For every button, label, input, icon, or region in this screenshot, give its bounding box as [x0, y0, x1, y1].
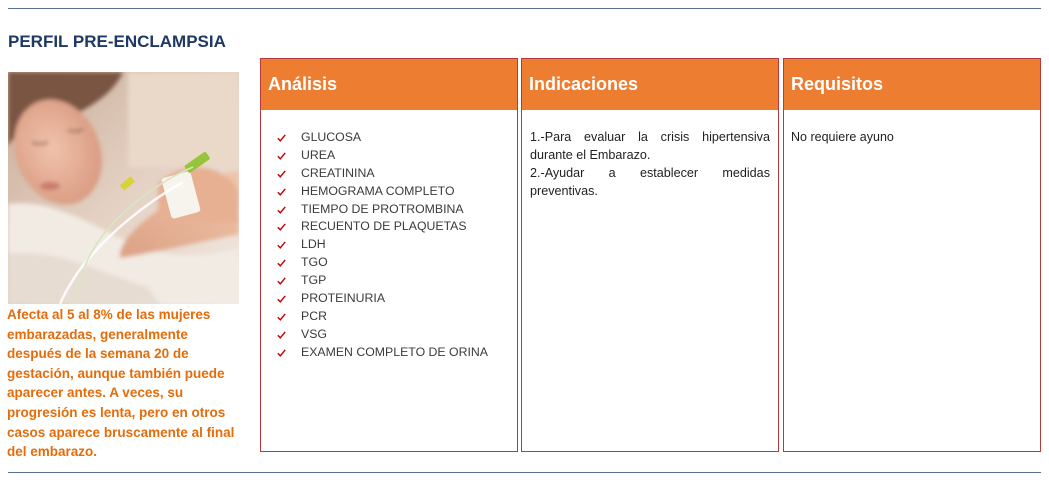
analisis-item	[261, 308, 517, 326]
analisis-list-container	[261, 110, 517, 362]
analisis-item	[261, 147, 517, 165]
description-line: después de la semana 20 de	[7, 346, 189, 362]
panel-title-requisitos: Requisitos	[784, 59, 1040, 110]
analisis-item	[261, 272, 517, 290]
analisis-item	[261, 326, 517, 344]
analisis-item-label: HEMOGRAMA COMPLETO	[301, 183, 455, 198]
analisis-item	[261, 344, 517, 362]
analisis-item-label: TGP	[301, 273, 327, 288]
panel-analisis	[260, 58, 518, 452]
description-line: Afecta al 5 al 8% de las mujeres	[7, 307, 211, 322]
description-line: progresión es lenta, pero en otros	[7, 404, 226, 420]
analisis-item-label: UREA	[301, 147, 336, 162]
description-line: embarazadas, generalmente	[7, 326, 188, 342]
check-icon	[277, 277, 286, 285]
check-icon	[277, 206, 286, 214]
check-icon	[277, 259, 286, 267]
analisis-item-label: CREATININA	[301, 165, 375, 180]
analisis-item-label: PCR	[301, 308, 327, 323]
indicacion-item: 1.-Para evaluar la crisis hipertensiva durante el Embarazo.	[530, 130, 770, 162]
analisis-item-label: EXAMEN COMPLETO DE ORINA	[301, 344, 488, 359]
check-icon	[277, 349, 286, 357]
panel-title-analisis: Análisis	[261, 59, 517, 110]
indicaciones-body	[522, 110, 778, 201]
patient-photo-illustration	[8, 72, 239, 304]
analisis-item	[261, 201, 517, 219]
check-icon	[277, 241, 286, 249]
panel-indicaciones	[521, 58, 779, 452]
top-divider	[8, 8, 1041, 9]
panel-title-indicaciones: Indicaciones	[522, 59, 778, 110]
check-icon	[277, 223, 286, 231]
analisis-item	[261, 183, 517, 201]
analisis-item-label: LDH	[301, 237, 326, 252]
analisis-item-label: PROTEINURIA	[301, 291, 386, 306]
page-title: PERFIL PRE-ENCLAMPSIA	[8, 32, 226, 51]
analisis-item-label: GLUCOSA	[301, 130, 362, 144]
bottom-divider	[8, 472, 1041, 473]
analisis-item	[261, 129, 517, 147]
analisis-item-label: RECUENTO DE PLAQUETAS	[301, 219, 467, 234]
analisis-item	[261, 236, 517, 254]
analisis-item-label: TIEMPO DE PROTROMBINA	[301, 201, 464, 216]
requisitos-text: No requiere ayuno	[791, 130, 894, 144]
description-line: casos aparece bruscamente al final	[7, 424, 235, 440]
description-line: gestación, aunque también puede	[7, 365, 225, 381]
description-text	[7, 305, 234, 462]
indicacion-item: 2.-Ayudar a establecer medidas preventivas.	[530, 165, 770, 198]
description-line: del embarazo.	[7, 444, 98, 460]
analisis-item-label: TGO	[301, 255, 328, 270]
analisis-item	[261, 218, 517, 236]
check-icon	[277, 188, 286, 196]
check-icon	[277, 170, 286, 178]
check-icon	[277, 152, 286, 160]
patient-photo	[8, 72, 239, 304]
analisis-item	[261, 290, 517, 308]
check-icon	[277, 134, 286, 142]
check-icon	[277, 331, 286, 339]
analisis-item	[261, 165, 517, 183]
check-icon	[277, 295, 286, 303]
panel-requisitos	[783, 58, 1041, 452]
check-icon	[277, 313, 286, 321]
analisis-item-label: VSG	[301, 326, 327, 341]
description-line: aparecer antes. A veces, su	[7, 385, 184, 401]
analisis-list	[261, 129, 517, 362]
analisis-item	[261, 254, 517, 272]
requisitos-body	[784, 110, 1040, 147]
